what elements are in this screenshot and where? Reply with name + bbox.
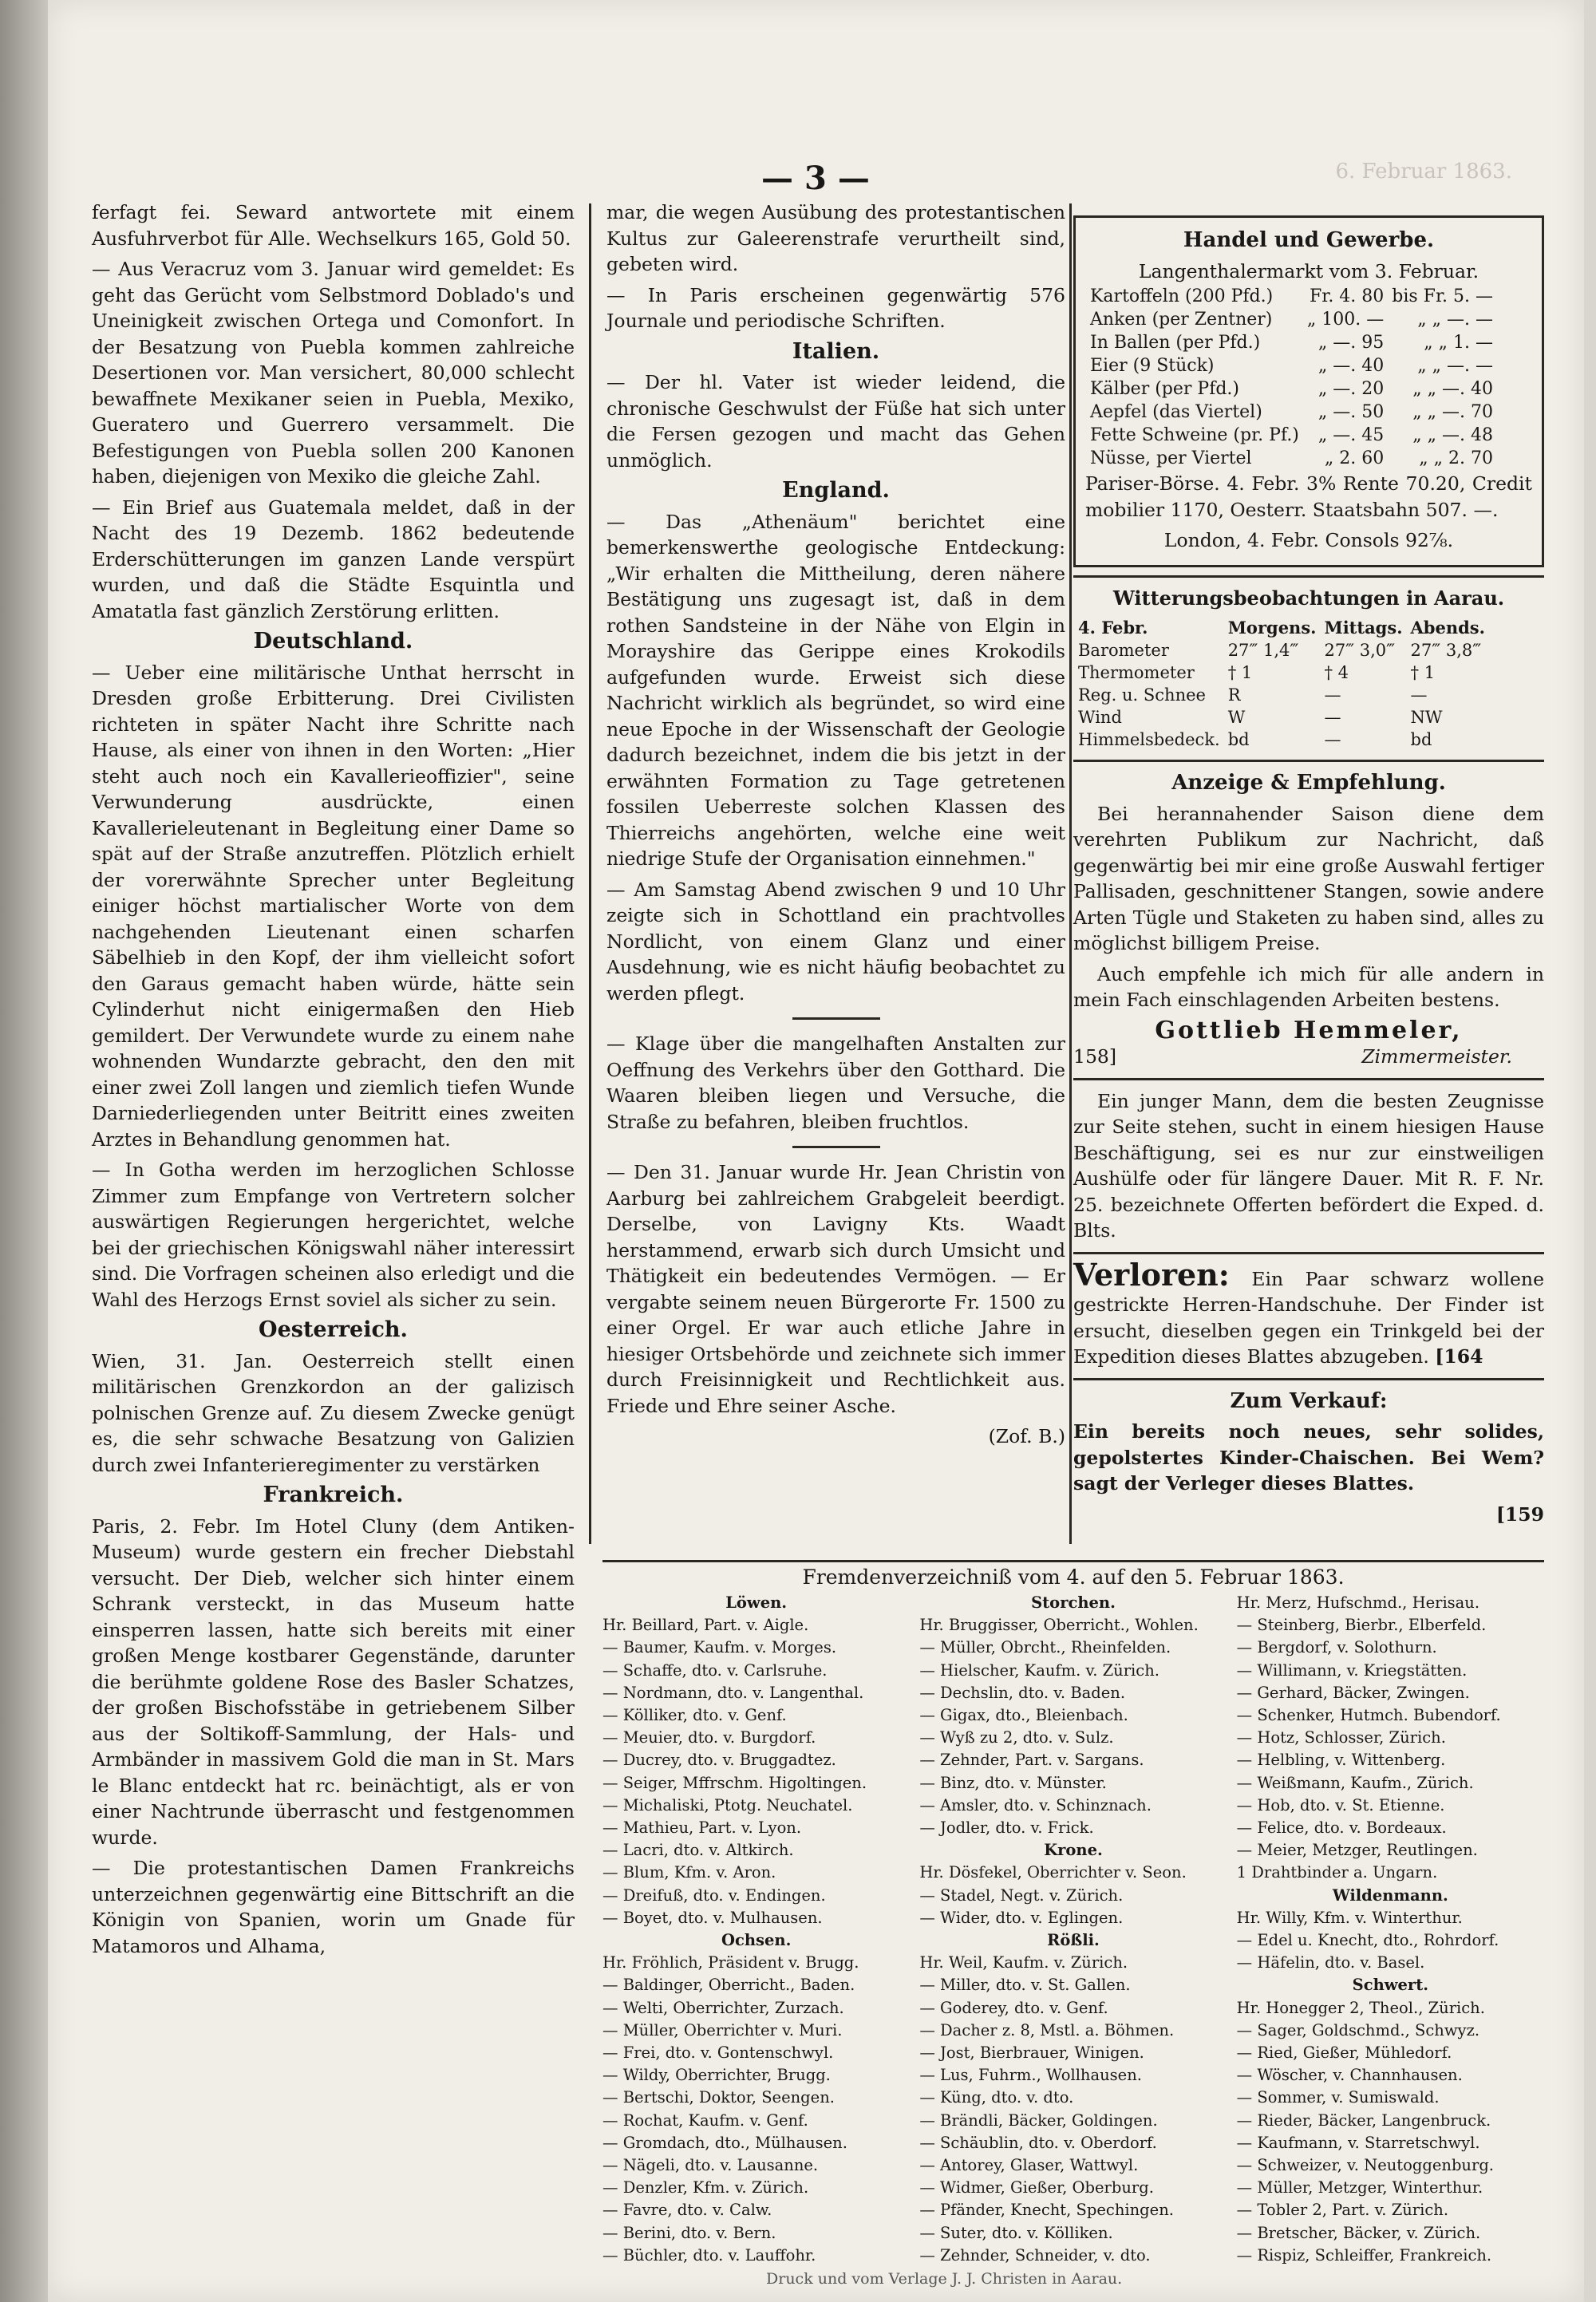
- heading-deutschland: Deutschland.: [253, 629, 413, 653]
- market-row: [1087, 355, 1496, 377]
- register-entry: — Lacri, dto. v. Altkirch.: [602, 1841, 794, 1860]
- weather-cell: † 4: [1324, 663, 1349, 682]
- anzeige-text: Bei herannahender Saison diene dem verehrten Publikum zur Nachricht, daß gegenwärtig bei mir eine große Auswahl fertiger Pallisaden, geschnittener Stangen, sowie andere Arten Tügle und Staketen zu haben sind, alles zu möglichst billigem Preise.: [1073, 802, 1544, 954]
- register-entry: — Jodler, dto. v. Frick.: [919, 1818, 1094, 1838]
- register-entry: — Kaufmann, v. Starretschwyl.: [1236, 2133, 1480, 2152]
- market-row: [1087, 309, 1496, 330]
- register-entry: Hr. Merz, Hufschmd., Herisau.: [1236, 1593, 1480, 1612]
- register-entry: — Bertschi, Doktor, Seengen.: [602, 2088, 835, 2107]
- weather-cell: W: [1227, 708, 1246, 727]
- register-entry: — Denzler, Kfm. v. Zürich.: [602, 2178, 809, 2197]
- bleed-through-text: 6. Februar 1863.: [1335, 160, 1512, 184]
- register-entry: — Widmer, Gießer, Oberburg.: [919, 2178, 1154, 2197]
- weather-cell: bd: [1227, 730, 1250, 749]
- weather-cell: 27‴ 1,4‴: [1227, 641, 1299, 660]
- register-entry: — Nägeli, dto. v. Lausanne.: [602, 2156, 819, 2175]
- register-entry: — Bretscher, Bäcker, v. Zürich.: [1236, 2223, 1481, 2242]
- weather-cell: Barometer: [1078, 641, 1169, 660]
- register-entry: — Boyet, dto. v. Mulhausen.: [602, 1908, 823, 1927]
- weather-header-cell: 4. Febr.: [1078, 618, 1148, 638]
- weather-cell: —: [1324, 685, 1341, 705]
- register-entry: — Tobler 2, Part. v. Zürich.: [1236, 2201, 1449, 2220]
- register-entry: — Hielscher, Kaufm. v. Zürich.: [919, 1660, 1159, 1680]
- column-divider: [589, 203, 591, 1544]
- register-entry: — Lus, Fuhrm., Wollhausen.: [919, 2066, 1142, 2085]
- heading-oesterreich: Oesterreich.: [259, 1317, 408, 1342]
- article-guatemala: — Ein Brief aus Guatemala meldet, daß in der Nacht des 19 Dezemb. 1862 bedeutende Erderschütterungen im ganzen Lande verspürt wurden, und daß die Städte Esquintla und Amatatla fast gänzlich Zerstörung erlitten.: [92, 496, 575, 622]
- register-entry: — Rieder, Bäcker, Langenbruck.: [1236, 2110, 1491, 2130]
- register-entry: — Binz, dto. v. Münster.: [919, 1773, 1107, 1792]
- weather-cell: † 1: [1410, 663, 1436, 682]
- register-entry: — Ducrey, dto. v. Bruggadtez.: [602, 1751, 836, 1770]
- anzeige-number: 158]: [1073, 1045, 1117, 1068]
- register-entry: Hr. Dösfekel, Oberrichter v. Seon.: [919, 1863, 1187, 1882]
- market-cell: In Ballen (per Pfd.): [1090, 333, 1261, 353]
- anzeige-signature: Gottlieb Hemmeler,: [1155, 1016, 1463, 1044]
- register-column-1: [602, 1592, 910, 2267]
- section-rule: [1073, 1252, 1544, 1254]
- article-gotha: — In Gotha werden im herzoglichen Schlosse Zimmer zum Empfange von Vertretern solcher auswärtigen Regierungen hergerichtet, welche bei der griechischen Königswahl näher interessirt sind. Die Vorfragen scheinen also erledigt und die Wahl des Herzogs Ernst soviel als sicher zu sein.: [92, 1159, 575, 1311]
- register-entry: — Mathieu, Part. v. Lyon.: [602, 1818, 802, 1838]
- register-entry: — Stadel, Negt. v. Zürich.: [919, 1885, 1124, 1905]
- register-entry: — Schweizer, v. Neutoggenburg.: [1236, 2156, 1494, 2175]
- article-dresden: — Ueber eine militärische Unthat herrscht in Dresden große Erbitterung. Drei Civilisten richteten in später Nacht ihre Schritte nach Hause, als einer von ihnen in den Worten: „Hier steht auch noch ein Kavallerieoffizier", seine Verwunderung ausdrückte, einen Kavallerieleutenant in Begleitung einer Dame so spät auf der Straße anzutreffen. Plötzlich erhielt der vorerwähnte Sprecher unter Begleitung einiger höchst martialischer Worte von dem nachgehenden Lieutenant einen scharfen Säbelhieb in den Kopf, der ihm vielleicht sofort den Garaus gemacht haben würde, hätte sein Cylinderhut nicht einigermaßen den Hieb gemildert. Der Verwundete wurde zu einem nahe wohnenden Wundarzte gebracht, den den mit einer zwei Zoll langen und ziemlich tiefen Wunde Darniederliegenden unter Beitritt eines zweiten Arztes in Behandlung genommen hat.: [92, 661, 575, 1151]
- market-cell: „ —. 50: [1317, 402, 1385, 422]
- register-entry: — Büchler, dto. v. Lauffohr.: [602, 2245, 816, 2264]
- verloren-number: [164: [1435, 1345, 1483, 1368]
- register-entry: — Blum, Kfm. v. Aron.: [602, 1863, 776, 1882]
- article-nordlicht: — Am Samstag Abend zwischen 9 und 10 Uhr zeigte sich in Schottland ein prachtvolles Nordlicht, von einem Glanz und einer Ausdehnung, wie es nicht häufig beobachtet zu werden pflegt.: [606, 878, 1065, 1005]
- market-cell: „ —. 20: [1317, 379, 1385, 399]
- market-cell: „ „ —. 40: [1412, 379, 1494, 399]
- register-entry: — Rispiz, Schleiffer, Frankreich.: [1236, 2245, 1492, 2264]
- register-entry: — Zehnder, Part. v. Sargans.: [919, 1751, 1144, 1770]
- verkauf-title: Zum Verkauf:: [1230, 1388, 1388, 1413]
- page-edge: [0, 0, 48, 2302]
- register-entry: — Küng, dto. v. dto.: [919, 2088, 1074, 2107]
- register-entry: — Dacher z. 8, Mstl. a. Böhmen.: [919, 2020, 1175, 2039]
- weather-cell: —: [1410, 685, 1428, 705]
- section-rule: [1073, 760, 1544, 762]
- register-entry: — Müller, Obrcht., Rheinfelden.: [919, 1638, 1171, 1657]
- weather-cell: Thermometer: [1078, 663, 1195, 682]
- market-cell: „ 100. —: [1306, 310, 1385, 330]
- register-entry: — Ried, Gießer, Mühledorf.: [1236, 2043, 1452, 2063]
- boerse-text: Pariser-Börse. 4. Febr. 3% Rente 70.20, Credit mobilier 1170, Oesterr. Staatsbahn 507. —.: [1085, 472, 1532, 521]
- register-entry: Hr. Beillard, Part. v. Aigle.: [602, 1616, 809, 1635]
- section-rule: [602, 1560, 1544, 1562]
- weather-cell: —: [1324, 708, 1341, 727]
- register-entry: — Pfänder, Knecht, Spechingen.: [919, 2201, 1174, 2220]
- column-divider: [1069, 203, 1072, 1544]
- column-2: [606, 199, 1065, 1455]
- register-entry: — Baldinger, Oberricht., Baden.: [602, 1976, 855, 1995]
- register-entry: — Schäublin, dto. v. Oberdorf.: [919, 2133, 1157, 2152]
- register-entry: — Seiger, Mffrschm. Higoltingen.: [602, 1773, 867, 1792]
- register-hotel-heading: Löwen.: [725, 1593, 788, 1612]
- register-entry: — Miller, dto. v. St. Gallen.: [919, 1976, 1131, 1995]
- column-3: [1073, 215, 1544, 1532]
- market-cell: „ „ 2. 70: [1419, 448, 1494, 468]
- register-entry: — Amsler, dto. v. Schinznach.: [919, 1795, 1152, 1814]
- weather-cell: Reg. u. Schnee: [1078, 685, 1206, 705]
- article-wien: Wien, 31. Jan. Oesterreich stellt einen militärischen Grenzkordon an der galizisch polnischen Grenze auf. Zu diesem Zwecke genügt es, die sehr schwache Besatzung von Galizien durch zwei Infanterieregimenter zu verstärken: [92, 1349, 575, 1476]
- verkauf-number: [159: [1495, 1502, 1544, 1526]
- column-1: [92, 199, 575, 1964]
- weather-header-cell: Mittags.: [1324, 618, 1403, 638]
- weather-row: [1075, 662, 1488, 683]
- weather-cell: † 1: [1227, 663, 1253, 682]
- article-gotthard: — Klage über die mangelhaften Anstalten zur Oeffnung des Verkehrs über den Gotthard. Die Waaren bleiben liegen und Versuche, die Straße zu befahren, bleiben fruchtlos.: [606, 1033, 1065, 1133]
- register-entry: — Weißmann, Kaufm., Zürich.: [1236, 1773, 1474, 1792]
- market-cell: „ „ —. 48: [1412, 425, 1494, 445]
- markt-title: Langenthalermarkt vom 3. Februar.: [1138, 259, 1479, 282]
- market-cell: „ „ —. —: [1417, 356, 1494, 376]
- weather-cell: 27‴ 3,8‴: [1410, 641, 1482, 660]
- weather-cell: bd: [1410, 730, 1432, 749]
- article-christin: — Den 31. Januar wurde Hr. Jean Christin von Aarburg bei zahlreichem Grabgeleit beerdigt. Derselbe, von Lavigny Kts. Waadt herstammend, erwarb sich durch Umsicht und Thätigkeit ein bedeutendes Vermögen. — Er vergabte seinem neuen Bürgerorte Fr. 1500 zu einer Orgel. Er war auch etliche Jahre in hiesiger Ortsbehörde und zeichnete sich immer durch Freisinnigkeit und Rechtlichkeit aus. Friede und Ehre seiner Asche.: [606, 1161, 1065, 1417]
- article-athenaeum: — Das „Athenäum" berichtet eine bemerkenswerthe geologische Entdeckung: „Wir erhalten die Mittheilung, deren nähere Bestätigung uns zugesagt ist, daß in dem rothen Sandsteine in der Nähe von Elgin in Morayshire das Gerippe eines Krokodils aufgefunden wurde. Erweist sich diese Nachricht wirklich als begründet, so wird eine neue Epoche in der Wissenschaft der Geologie dadurch bezeichnet, indem die bis jetzt in der erwähnten Formation zu Tage getretenen fossilen Ueberreste solchen Klassen des Thierreichs angehörten, welche eine weit niedrige Stufe der Organisation einnehmen.": [606, 510, 1065, 870]
- section-rule: [1073, 1378, 1544, 1380]
- article-signature: (Zof. B.): [988, 1425, 1065, 1447]
- register-entry: — Meuier, dto. v. Burgdorf.: [602, 1728, 816, 1747]
- register-entry: Hr. Weil, Kaufm. v. Zürich.: [919, 1953, 1128, 1972]
- job-seeker-text: Ein junger Mann, dem die besten Zeugnisse zur Seite stehen, sucht in einem hiesigen Hause Beschäftigung, sei es nur zur einstweiligen Aushülfe oder für längere Dauer. Mit R. F. Nr. 25. bezeichnete Offerten befördert die Exped. d. Blts.: [1073, 1089, 1544, 1242]
- article-seward: ferfagt fei. Seward antwortete mit einem Ausfuhrverbot für Alle. Wechselkurs 165, Gold 50.: [92, 201, 575, 250]
- register-entry: — Baumer, Kaufm. v. Morges.: [602, 1638, 837, 1657]
- anzeige-title: Anzeige & Empfehlung.: [1171, 771, 1446, 795]
- article-galley: mar, die wegen Ausübung des protestantischen Kultus zur Galeerenstrafe verurtheilt sind, gebeten wird.: [606, 201, 1065, 275]
- heading-england: England.: [782, 478, 890, 503]
- market-cell: Fr. 4. 80: [1309, 286, 1385, 306]
- register-hotel-heading: Storchen.: [1031, 1593, 1116, 1612]
- article-veracruz: — Aus Veracruz vom 3. Januar wird gemeldet: Es geht das Gerücht vom Selbstmord Doblado's und Uneinigkeit zwischen Ortega und Comonfort. In der Besatzung von Puebla kommen zahlreiche Desertionen vor. Man versichert, 80,000 schlecht bewaffnete Mexikaner seien in Puebla, Mexiko, Gueratero und Guerrero versammelt. Die Befestigungen von Puebla sollen 200 Kanonen haben, diejenigen von Mexiko die gleiche Zahl.: [92, 258, 575, 488]
- market-row: [1087, 448, 1496, 469]
- register-entry: — Wöscher, v. Channhausen.: [1236, 2066, 1463, 2085]
- article-protestant-ladies: — Die protestantischen Damen Frankreichs unterzeichnen gegenwärtig eine Bittschrift an die Königin von Spanien, worin um Gnade für Matamoros und Alhama,: [92, 1857, 575, 1957]
- anzeige-text-2: Auch empfehle ich mich für alle andern in mein Fach einschlagenden Arbeiten bestens.: [1073, 962, 1544, 1011]
- register-column-2: [919, 1592, 1227, 2267]
- register-entry: — Willimann, v. Kriegstätten.: [1236, 1660, 1468, 1680]
- register-entry: — Sager, Goldschmd., Schwyz.: [1236, 2020, 1480, 2039]
- page-number: — 3 —: [761, 160, 870, 197]
- register-entry: Hr. Bruggisser, Oberricht., Wohlen.: [919, 1616, 1199, 1635]
- guest-register: [602, 1560, 1544, 2267]
- london-text: London, 4. Febr. Consols 92⅞.: [1163, 529, 1454, 551]
- register-entry: — Welti, Oberrichter, Zurzach.: [602, 1998, 844, 2017]
- weather-header-cell: Abends.: [1410, 618, 1485, 638]
- market-cell: Anken (per Zentner): [1090, 310, 1273, 330]
- register-entry: — Goderey, dto. v. Genf.: [919, 1998, 1108, 2017]
- market-row: [1087, 378, 1496, 400]
- market-cell: „ „ 1. —: [1424, 333, 1494, 353]
- register-entry: — Brändli, Bäcker, Goldingen.: [919, 2110, 1158, 2130]
- article-paris-journals: — In Paris erscheinen gegenwärtig 576 Journale und periodische Schriften.: [606, 283, 1065, 332]
- weather-row: [1075, 640, 1488, 661]
- market-cell: Kälber (per Pfd.): [1090, 379, 1239, 399]
- market-cell: „ 2. 60: [1324, 448, 1385, 468]
- heading-italien: Italien.: [792, 338, 880, 364]
- register-entry: — Wider, dto. v. Eglingen.: [919, 1908, 1124, 1927]
- register-entry: — Gerhard, Bäcker, Zwingen.: [1236, 1683, 1470, 1702]
- printer-footer: Druck und vom Verlage J. J. Christen in Aarau.: [766, 2270, 1123, 2288]
- register-entry: — Michaliski, Ptotg. Neuchatel.: [602, 1795, 853, 1814]
- market-row: [1087, 401, 1496, 423]
- register-entry: — Gigax, dto., Bleienbach.: [919, 1706, 1128, 1725]
- market-cell: „ „ —. —: [1417, 310, 1494, 330]
- market-row: [1087, 424, 1496, 446]
- register-entry: Hr. Fröhlich, Präsident v. Brugg.: [602, 1953, 859, 1972]
- guest-register-title: Fremdenverzeichniß vom 4. auf den 5. Februar 1863.: [802, 1566, 1345, 1589]
- market-cell: „ „ —. 70: [1412, 402, 1494, 422]
- register-entry: — Steinberg, Bierbr., Elberfeld.: [1236, 1616, 1487, 1635]
- weather-cell: Himmelsbedeck.: [1078, 730, 1220, 749]
- register-entry: — Hob, dto. v. St. Etienne.: [1236, 1795, 1445, 1814]
- market-cell: „ —. 40: [1317, 356, 1385, 376]
- register-entry: — Suter, dto. v. Kölliken.: [919, 2223, 1113, 2242]
- register-entry: — Helbling, v. Wittenberg.: [1236, 1751, 1446, 1770]
- market-cell: Kartoffeln (200 Pfd.): [1090, 286, 1274, 306]
- register-hotel-heading: Wildenmann.: [1332, 1885, 1448, 1905]
- register-entry: — Bergdorf, v. Solothurn.: [1236, 1638, 1437, 1657]
- weather-header-cell: Morgens.: [1227, 618, 1317, 638]
- register-entry: — Wildy, Oberrichter, Brugg.: [602, 2066, 831, 2085]
- register-entry: — Favre, dto. v. Calw.: [602, 2201, 772, 2220]
- section-rule: [792, 1017, 880, 1020]
- register-hotel-heading: Ochsen.: [721, 1931, 792, 1950]
- register-entry: — Gromdach, dto., Mülhausen.: [602, 2133, 847, 2152]
- weather-cell: R: [1227, 685, 1241, 705]
- article-pope: — Der hl. Vater ist wieder leidend, die chronische Geschwulst der Füße hat sich unter die Fersen gezogen und macht das Gehen unmöglich.: [606, 371, 1065, 472]
- register-entry: — Müller, Metzger, Winterthur.: [1236, 2178, 1483, 2197]
- weather-row: [1075, 707, 1488, 728]
- register-entry: — Nordmann, dto. v. Langenthal.: [602, 1683, 864, 1702]
- section-rule: [1073, 1078, 1544, 1080]
- market-row: [1087, 332, 1496, 353]
- register-entry: — Edel u. Knecht, dto., Rohrdorf.: [1236, 1931, 1499, 1950]
- weather-row: [1075, 729, 1488, 750]
- register-column-3: [1237, 1592, 1544, 2267]
- register-entry: 1 Drahtbinder a. Ungarn.: [1236, 1863, 1438, 1882]
- register-entry: — Kölliker, dto. v. Genf.: [602, 1706, 787, 1725]
- market-cell: „ —. 45: [1317, 425, 1385, 445]
- register-entry: — Zehnder, Schneider, v. dto.: [919, 2245, 1151, 2264]
- market-cell: Fette Schweine (pr. Pf.): [1090, 425, 1299, 445]
- newspaper-page: [48, 0, 1584, 2302]
- market-cell: „ —. 95: [1317, 333, 1385, 353]
- register-entry: — Schaffe, dto. v. Carlsruhe.: [602, 1660, 828, 1680]
- register-entry: — Antorey, Glaser, Wattwyl.: [919, 2156, 1139, 2175]
- market-cell: Eier (9 Stück): [1090, 356, 1215, 376]
- register-entry: — Schenker, Hutmch. Bubendorf.: [1236, 1706, 1501, 1725]
- register-entry: — Berini, dto. v. Bern.: [602, 2223, 776, 2242]
- register-entry: — Frei, dto. v. Gontenschwyl.: [602, 2043, 834, 2063]
- register-entry: — Jost, Bierbrauer, Winigen.: [919, 2043, 1144, 2063]
- register-entry: — Müller, Oberrichter v. Muri.: [602, 2020, 843, 2039]
- verkauf-text: Ein bereits noch neues, sehr solides, gepolstertes Kinder-Chaischen. Bei Wem? sagt der Verleger dieses Blattes.: [1073, 1420, 1544, 1495]
- anzeige-role: Zimmermeister.: [1361, 1045, 1512, 1068]
- register-entry: — Dechslin, dto. v. Baden.: [919, 1683, 1126, 1702]
- weather-cell: NW: [1410, 708, 1443, 727]
- register-entry: — Häfelin, dto. v. Basel.: [1236, 1953, 1425, 1972]
- weather-header-row: [1075, 618, 1488, 638]
- weather-table: [1073, 616, 1490, 752]
- register-entry: Hr. Willy, Kfm. v. Winterthur.: [1236, 1908, 1463, 1927]
- register-entry: — Wyß zu 2, dto. v. Sulz.: [919, 1728, 1114, 1747]
- register-hotel-heading: Schwert.: [1352, 1976, 1429, 1995]
- weather-cell: —: [1324, 730, 1341, 749]
- register-entry: Hr. Honegger 2, Theol., Zürich.: [1236, 1998, 1485, 2017]
- handel-title: Handel und Gewerbe.: [1183, 228, 1435, 252]
- register-entry: — Felice, dto. v. Bordeaux.: [1236, 1818, 1447, 1838]
- register-entry: — Rochat, Kaufm. v. Genf.: [602, 2110, 808, 2130]
- register-entry: — Hotz, Schlosser, Zürich.: [1236, 1728, 1446, 1747]
- register-entry: — Sommer, v. Sumiswald.: [1236, 2088, 1440, 2107]
- market-row: [1087, 286, 1496, 307]
- market-table: [1085, 284, 1498, 471]
- verloren-text: Ein Paar schwarz wollene gestrickte Herren-Handschuhe. Der Finder ist ersucht, dieselben gegen ein Trinkgeld bei der Expedition dieses Blattes abzugeben.: [1073, 1267, 1544, 1368]
- register-entry: — Meier, Metzger, Reutlingen.: [1236, 1841, 1478, 1860]
- weather-cell: 27‴ 3,0‴: [1324, 641, 1396, 660]
- register-hotel-heading: Krone.: [1044, 1841, 1103, 1860]
- market-cell: bis Fr. 5. —: [1392, 286, 1494, 306]
- register-entry: — Dreifuß, dto. v. Endingen.: [602, 1885, 826, 1905]
- heading-frankreich: Frankreich.: [263, 1483, 404, 1507]
- weather-cell: Wind: [1078, 708, 1122, 727]
- market-cell: Aepfel (das Viertel): [1090, 402, 1262, 422]
- verloren-heading: Verloren:: [1073, 1256, 1230, 1293]
- weather-row: [1075, 685, 1488, 705]
- market-cell: Nüsse, per Viertel: [1090, 448, 1252, 468]
- market-box: [1073, 215, 1544, 567]
- article-paris-cluny: Paris, 2. Febr. Im Hotel Cluny (dem Antiken-Museum) wurde gestern ein frecher Diebstahl versucht. Der Dieb, welcher sich hinter einem Schrank versteckt, in das Museum hatte einsperren lassen, hatte sich bereits mit einer großen Menge kostbarer Gegenstände, darunter die berühmte goldene Rose des Basler Schatzes, der großen Bischofsstäbe in getriebenem Silber aus der Soltikoff-Sammlung, der Hals- und Armbänder in massivem Gold die man in St. Mars le Blanc entdeckt hat rc. beinächtigt, als er von einer Nachtrunde überrascht und festgenommen wurde.: [92, 1514, 575, 1849]
- section-rule: [792, 1146, 880, 1148]
- weather-title: Witterungsbeobachtungen in Aarau.: [1112, 586, 1505, 610]
- register-hotel-heading: Rößli.: [1047, 1931, 1100, 1950]
- section-rule: [1073, 575, 1544, 578]
